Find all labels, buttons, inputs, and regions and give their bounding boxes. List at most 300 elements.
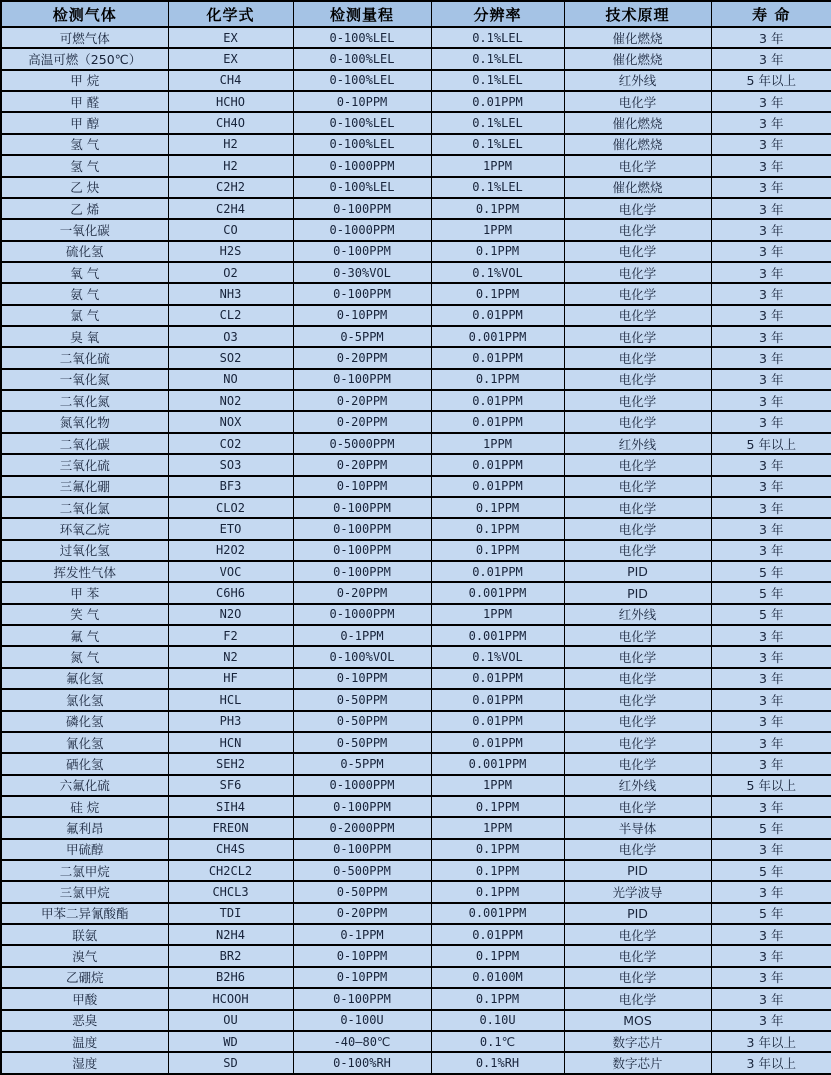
header-row	[1, 1, 831, 27]
table-row	[1, 134, 831, 155]
table-row	[1, 283, 831, 304]
cell: 0.1PPM	[431, 839, 564, 860]
cell: 甲 苯	[1, 582, 168, 603]
cell: 0-20PPM	[293, 903, 431, 924]
cell: 0.1PPM	[431, 881, 564, 902]
cell: 联氨	[1, 924, 168, 945]
cell: 电化学	[564, 646, 711, 667]
cell: 0-50PPM	[293, 689, 431, 710]
cell: 电化学	[564, 241, 711, 262]
cell: 0-100PPM	[293, 497, 431, 518]
table-row	[1, 945, 831, 966]
cell: 电化学	[564, 411, 711, 432]
cell: 溴气	[1, 945, 168, 966]
cell: 3 年	[711, 924, 831, 945]
cell: 甲 醛	[1, 91, 168, 112]
cell: 0-100PPM	[293, 283, 431, 304]
cell: 催化燃烧	[564, 27, 711, 48]
cell: 0-5PPM	[293, 326, 431, 347]
cell: FREON	[168, 817, 293, 838]
cell: 0.01PPM	[431, 732, 564, 753]
cell: 3 年	[711, 283, 831, 304]
cell: 5 年	[711, 817, 831, 838]
table-row	[1, 433, 831, 454]
cell: 0-30%VOL	[293, 262, 431, 283]
cell: 0-100PPM	[293, 518, 431, 539]
cell: 二氧化氮	[1, 390, 168, 411]
cell: 3 年	[711, 369, 831, 390]
cell: N2O	[168, 604, 293, 625]
cell: 0-100%LEL	[293, 134, 431, 155]
cell: CH4	[168, 70, 293, 91]
cell: 0.1PPM	[431, 540, 564, 561]
cell: 0.01PPM	[431, 668, 564, 689]
cell: 电化学	[564, 155, 711, 176]
cell: 氟利昂	[1, 817, 168, 838]
cell: EX	[168, 27, 293, 48]
cell: 0-1000PPM	[293, 604, 431, 625]
cell: 3 年	[711, 305, 831, 326]
cell: 二氧化氯	[1, 497, 168, 518]
table-row	[1, 561, 831, 582]
cell: 3 年以上	[711, 1031, 831, 1052]
cell: 氧 气	[1, 262, 168, 283]
cell: 氨 气	[1, 283, 168, 304]
column-header: 技术原理	[564, 1, 711, 27]
cell: SF6	[168, 775, 293, 796]
cell: 3 年	[711, 945, 831, 966]
table-row	[1, 48, 831, 69]
cell: 电化学	[564, 540, 711, 561]
column-header: 检测气体	[1, 1, 168, 27]
cell: MOS	[564, 1010, 711, 1031]
cell: 5 年	[711, 860, 831, 881]
cell: 3 年	[711, 112, 831, 133]
cell: 5 年以上	[711, 433, 831, 454]
cell: SD	[168, 1052, 293, 1074]
table-row	[1, 91, 831, 112]
cell: PID	[564, 903, 711, 924]
cell: 过氧化氢	[1, 540, 168, 561]
cell: VOC	[168, 561, 293, 582]
cell: CLO2	[168, 497, 293, 518]
cell: 0.10U	[431, 1010, 564, 1031]
cell: HF	[168, 668, 293, 689]
cell: 红外线	[564, 433, 711, 454]
cell: H2	[168, 134, 293, 155]
cell: 数字芯片	[564, 1052, 711, 1074]
cell: 0-100PPM	[293, 540, 431, 561]
cell: BR2	[168, 945, 293, 966]
cell: 红外线	[564, 775, 711, 796]
cell: 3 年以上	[711, 1052, 831, 1074]
cell: 半导体	[564, 817, 711, 838]
cell: 0-10PPM	[293, 967, 431, 988]
cell: 0.1PPM	[431, 518, 564, 539]
cell: 湿度	[1, 1052, 168, 1074]
cell: 3 年	[711, 540, 831, 561]
cell: 1PPM	[431, 817, 564, 838]
cell: 0-100PPM	[293, 839, 431, 860]
table-row	[1, 326, 831, 347]
table-row	[1, 497, 831, 518]
cell: 0.1PPM	[431, 198, 564, 219]
cell: EX	[168, 48, 293, 69]
cell: 0-5000PPM	[293, 433, 431, 454]
table-row	[1, 476, 831, 497]
cell: 乙 炔	[1, 177, 168, 198]
cell: 氰化氢	[1, 732, 168, 753]
table-row	[1, 262, 831, 283]
cell: 0.1%LEL	[431, 27, 564, 48]
cell: 甲苯二异氰酸酯	[1, 903, 168, 924]
cell: 三氟化硼	[1, 476, 168, 497]
cell: 三氧化硫	[1, 454, 168, 475]
cell: 3 年	[711, 967, 831, 988]
cell: 3 年	[711, 155, 831, 176]
cell: 3 年	[711, 262, 831, 283]
cell: 0-10PPM	[293, 945, 431, 966]
cell: SIH4	[168, 796, 293, 817]
table-row	[1, 198, 831, 219]
cell: 0.01PPM	[431, 91, 564, 112]
table-row	[1, 711, 831, 732]
table-row	[1, 540, 831, 561]
cell: 0-100%RH	[293, 1052, 431, 1074]
table-row	[1, 817, 831, 838]
cell: 0-100%LEL	[293, 70, 431, 91]
cell: 0.1%VOL	[431, 262, 564, 283]
cell: 5 年	[711, 561, 831, 582]
cell: 电化学	[564, 839, 711, 860]
table-row	[1, 646, 831, 667]
cell: 3 年	[711, 518, 831, 539]
cell: 催化燃烧	[564, 134, 711, 155]
cell: 电化学	[564, 711, 711, 732]
cell: SO2	[168, 347, 293, 368]
cell: 0-100PPM	[293, 988, 431, 1009]
table-row	[1, 70, 831, 91]
cell: 0-100PPM	[293, 796, 431, 817]
cell: 0.1%LEL	[431, 70, 564, 91]
cell: 笑 气	[1, 604, 168, 625]
table-row	[1, 347, 831, 368]
cell: 3 年	[711, 988, 831, 1009]
cell: 0-100PPM	[293, 369, 431, 390]
cell: 1PPM	[431, 219, 564, 240]
cell: 5 年以上	[711, 70, 831, 91]
cell: 电化学	[564, 924, 711, 945]
cell: 0-20PPM	[293, 411, 431, 432]
cell: 0-5PPM	[293, 753, 431, 774]
cell: 3 年	[711, 198, 831, 219]
cell: 0-1000PPM	[293, 219, 431, 240]
cell: 催化燃烧	[564, 48, 711, 69]
cell: 电化学	[564, 369, 711, 390]
cell: O3	[168, 326, 293, 347]
cell: 氯化氢	[1, 689, 168, 710]
cell: 挥发性气体	[1, 561, 168, 582]
cell: BF3	[168, 476, 293, 497]
table-row	[1, 454, 831, 475]
cell: 5 年	[711, 903, 831, 924]
cell: B2H6	[168, 967, 293, 988]
cell: H2O2	[168, 540, 293, 561]
cell: 二氧化硫	[1, 347, 168, 368]
cell: 氯 气	[1, 305, 168, 326]
table-row	[1, 1052, 831, 1074]
table-row	[1, 796, 831, 817]
cell: 0.01PPM	[431, 476, 564, 497]
cell: 催化燃烧	[564, 112, 711, 133]
cell: 0-2000PPM	[293, 817, 431, 838]
cell: 0.1PPM	[431, 283, 564, 304]
cell: NH3	[168, 283, 293, 304]
cell: 电化学	[564, 262, 711, 283]
cell: 电化学	[564, 390, 711, 411]
cell: 0-1000PPM	[293, 155, 431, 176]
cell: 0-1PPM	[293, 625, 431, 646]
cell: 3 年	[711, 411, 831, 432]
cell: 0.001PPM	[431, 625, 564, 646]
cell: 氮氧化物	[1, 411, 168, 432]
cell: 乙硼烷	[1, 967, 168, 988]
table-row	[1, 411, 831, 432]
cell: 二氯甲烷	[1, 860, 168, 881]
cell: 电化学	[564, 91, 711, 112]
cell: 3 年	[711, 625, 831, 646]
cell: HCOOH	[168, 988, 293, 1009]
table-row	[1, 732, 831, 753]
cell: PID	[564, 582, 711, 603]
table-row	[1, 988, 831, 1009]
cell: 电化学	[564, 668, 711, 689]
cell: 甲酸	[1, 988, 168, 1009]
cell: 0-50PPM	[293, 711, 431, 732]
cell: 0.1%LEL	[431, 112, 564, 133]
cell: 0.1%LEL	[431, 48, 564, 69]
cell: 高温可燃（250℃）	[1, 48, 168, 69]
cell: 3 年	[711, 326, 831, 347]
table-row	[1, 112, 831, 133]
cell: 0-100%LEL	[293, 112, 431, 133]
cell: 0.01PPM	[431, 305, 564, 326]
table-row	[1, 604, 831, 625]
cell: N2	[168, 646, 293, 667]
cell: 3 年	[711, 796, 831, 817]
cell: 3 年	[711, 454, 831, 475]
cell: 0-100PPM	[293, 561, 431, 582]
cell: 3 年	[711, 347, 831, 368]
cell: 0.01PPM	[431, 924, 564, 945]
cell: CO2	[168, 433, 293, 454]
cell: 红外线	[564, 604, 711, 625]
cell: PID	[564, 860, 711, 881]
cell: TDI	[168, 903, 293, 924]
cell: 5 年	[711, 604, 831, 625]
cell: 硫化氢	[1, 241, 168, 262]
cell: 电化学	[564, 689, 711, 710]
cell: 0-10PPM	[293, 668, 431, 689]
cell: 电化学	[564, 198, 711, 219]
cell: 电化学	[564, 518, 711, 539]
table-row	[1, 390, 831, 411]
cell: 0.1%LEL	[431, 134, 564, 155]
cell: 0-20PPM	[293, 582, 431, 603]
cell: 电化学	[564, 753, 711, 774]
cell: O2	[168, 262, 293, 283]
cell: 一氧化氮	[1, 369, 168, 390]
cell: 0.001PPM	[431, 753, 564, 774]
cell: 电化学	[564, 476, 711, 497]
cell: 氟化氢	[1, 668, 168, 689]
cell: 0.1PPM	[431, 945, 564, 966]
cell: 3 年	[711, 48, 831, 69]
cell: CH4O	[168, 112, 293, 133]
cell: H2S	[168, 241, 293, 262]
table-row	[1, 689, 831, 710]
cell: 0-20PPM	[293, 454, 431, 475]
cell: 3 年	[711, 219, 831, 240]
table-row	[1, 369, 831, 390]
cell: 磷化氢	[1, 711, 168, 732]
cell: 0-50PPM	[293, 732, 431, 753]
table-row	[1, 881, 831, 902]
table-row	[1, 518, 831, 539]
cell: 氮 气	[1, 646, 168, 667]
cell: 0-1PPM	[293, 924, 431, 945]
column-header: 化学式	[168, 1, 293, 27]
cell: OU	[168, 1010, 293, 1031]
cell: 电化学	[564, 732, 711, 753]
cell: 甲硫醇	[1, 839, 168, 860]
cell: 0.1PPM	[431, 497, 564, 518]
cell: 0.001PPM	[431, 903, 564, 924]
table-row	[1, 1010, 831, 1031]
cell: 3 年	[711, 881, 831, 902]
cell: 0.01PPM	[431, 390, 564, 411]
table-row	[1, 753, 831, 774]
cell: 1PPM	[431, 433, 564, 454]
cell: 3 年	[711, 177, 831, 198]
cell: CO	[168, 219, 293, 240]
cell: H2	[168, 155, 293, 176]
cell: 3 年	[711, 668, 831, 689]
cell: 0-100PPM	[293, 241, 431, 262]
cell: 电化学	[564, 625, 711, 646]
cell: 0-100U	[293, 1010, 431, 1031]
cell: CHCL3	[168, 881, 293, 902]
cell: 恶臭	[1, 1010, 168, 1031]
cell: 二氧化碳	[1, 433, 168, 454]
cell: 0.1PPM	[431, 369, 564, 390]
cell: 3 年	[711, 91, 831, 112]
cell: 5 年	[711, 582, 831, 603]
cell: 0.1%RH	[431, 1052, 564, 1074]
table-row	[1, 924, 831, 945]
table-row	[1, 860, 831, 881]
table-body	[1, 27, 831, 1074]
cell: C6H6	[168, 582, 293, 603]
cell: PID	[564, 561, 711, 582]
cell: 0-10PPM	[293, 305, 431, 326]
cell: 一氧化碳	[1, 219, 168, 240]
cell: 电化学	[564, 967, 711, 988]
table-row	[1, 582, 831, 603]
cell: 0.1%VOL	[431, 646, 564, 667]
cell: 3 年	[711, 839, 831, 860]
table-row	[1, 967, 831, 988]
table-row	[1, 241, 831, 262]
cell: 0-100%LEL	[293, 48, 431, 69]
cell: 3 年	[711, 476, 831, 497]
cell: HCN	[168, 732, 293, 753]
cell: 0-20PPM	[293, 390, 431, 411]
cell: C2H4	[168, 198, 293, 219]
cell: 0.1PPM	[431, 796, 564, 817]
cell: 0-20PPM	[293, 347, 431, 368]
cell: 0.01PPM	[431, 689, 564, 710]
cell: 0.01PPM	[431, 411, 564, 432]
cell: 0.1%LEL	[431, 177, 564, 198]
table-row	[1, 219, 831, 240]
cell: 3 年	[711, 27, 831, 48]
cell: 三氯甲烷	[1, 881, 168, 902]
cell: 电化学	[564, 305, 711, 326]
cell: 甲 醇	[1, 112, 168, 133]
cell: 温度	[1, 1031, 168, 1052]
cell: 3 年	[711, 390, 831, 411]
table-row	[1, 903, 831, 924]
table-row	[1, 177, 831, 198]
cell: 乙 烯	[1, 198, 168, 219]
cell: 红外线	[564, 70, 711, 91]
cell: CH2CL2	[168, 860, 293, 881]
cell: NO	[168, 369, 293, 390]
cell: 0-100PPM	[293, 198, 431, 219]
cell: 环氧乙烷	[1, 518, 168, 539]
table-row	[1, 1031, 831, 1052]
cell: 5 年以上	[711, 775, 831, 796]
cell: 0-100%LEL	[293, 27, 431, 48]
cell: 0.1PPM	[431, 988, 564, 1009]
cell: 数字芯片	[564, 1031, 711, 1052]
cell: 3 年	[711, 1010, 831, 1031]
cell: 电化学	[564, 796, 711, 817]
cell: CL2	[168, 305, 293, 326]
cell: 0.1℃	[431, 1031, 564, 1052]
cell: 氢 气	[1, 134, 168, 155]
cell: F2	[168, 625, 293, 646]
cell: 1PPM	[431, 775, 564, 796]
table-header	[1, 1, 831, 27]
table-row	[1, 775, 831, 796]
cell: PH3	[168, 711, 293, 732]
cell: 0.1PPM	[431, 860, 564, 881]
cell: -40—80℃	[293, 1031, 431, 1052]
cell: 1PPM	[431, 155, 564, 176]
cell: 0-10PPM	[293, 91, 431, 112]
column-header: 寿 命	[711, 1, 831, 27]
cell: 0.001PPM	[431, 582, 564, 603]
cell: 0.01PPM	[431, 347, 564, 368]
column-header: 检测量程	[293, 1, 431, 27]
cell: HCL	[168, 689, 293, 710]
cell: 电化学	[564, 988, 711, 1009]
cell: 氢 气	[1, 155, 168, 176]
cell: 可燃气体	[1, 27, 168, 48]
cell: 光学波导	[564, 881, 711, 902]
